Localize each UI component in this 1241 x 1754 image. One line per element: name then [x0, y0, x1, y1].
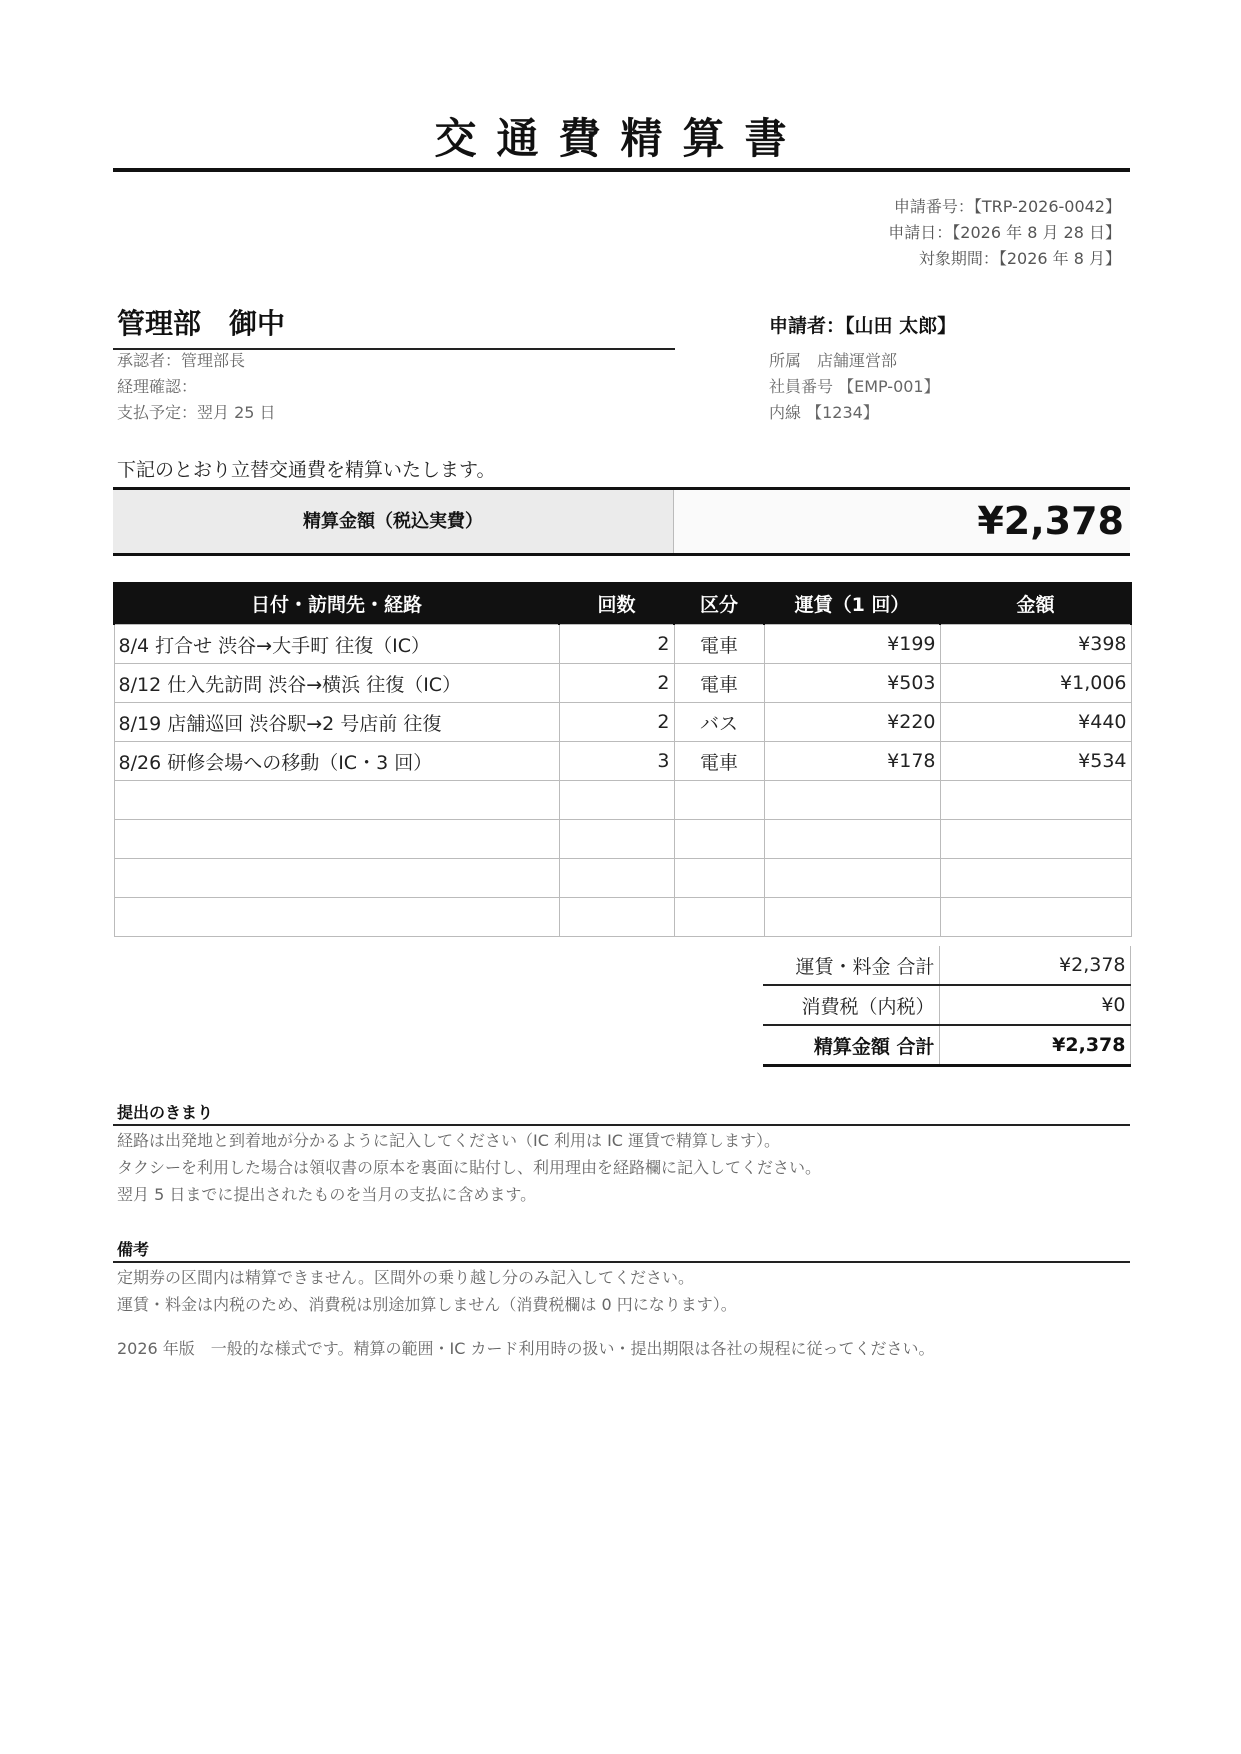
table-row	[114, 820, 1131, 859]
cell-category[interactable]	[674, 859, 764, 898]
cell-category[interactable]	[674, 898, 764, 937]
table-row	[114, 625, 1131, 664]
cell-count[interactable]	[559, 820, 674, 859]
table-row	[114, 898, 1131, 937]
grand-total-row	[763, 1025, 1130, 1066]
title-rule	[113, 168, 1130, 172]
rules-heading: 提出のきまり	[117, 1103, 214, 1122]
notes-line: 運賃・料金は内税のため、消費税は別途加算しません（消費税欄は 0 円になります）。	[117, 1295, 737, 1314]
cell-amount[interactable]: ¥398	[940, 625, 1131, 664]
grand-total-value: ¥2,378	[939, 1025, 1130, 1066]
table-row	[114, 664, 1131, 703]
cell-fare[interactable]: ¥178	[764, 742, 940, 781]
recipient-name: 管理部 御中	[117, 307, 286, 340]
rules-line: タクシーを利用した場合は領収書の原本を裏面に貼付し、利用理由を経路欄に記入してください。	[117, 1158, 822, 1177]
cell-count[interactable]: 2	[559, 625, 674, 664]
cell-count[interactable]	[559, 859, 674, 898]
table-row	[114, 859, 1131, 898]
cell-category[interactable]: 電車	[674, 742, 764, 781]
cell-category[interactable]	[674, 820, 764, 859]
footnote: 2026 年版 一般的な様式です。精算の範囲・IC カード利用時の扱い・提出期限は各社の規程に従ってください。	[117, 1339, 935, 1358]
target-period: 対象期間：【2026 年 8 月】	[918, 249, 1121, 268]
cell-category[interactable]: バス	[674, 703, 764, 742]
header-route: 日付・訪問先・経路	[114, 582, 559, 625]
notes-rule	[113, 1261, 1130, 1263]
applicant-department: 所属 店舗運営部	[769, 351, 898, 370]
cell-count[interactable]	[559, 781, 674, 820]
header-fare: 運賃（1 回）	[764, 582, 940, 625]
cell-count[interactable]	[559, 898, 674, 937]
total-amount-label: 精算金額（税込実費）	[303, 511, 483, 532]
notes-line: 定期券の区間内は精算できません。区間外の乗り越し分のみ記入してください。	[117, 1268, 694, 1287]
cell-amount[interactable]	[940, 859, 1131, 898]
header-amount: 金額	[940, 582, 1131, 625]
rules-rule	[113, 1124, 1130, 1126]
cell-category[interactable]: 電車	[674, 625, 764, 664]
total-amount-value: ¥2,378	[674, 490, 1130, 553]
cell-amount[interactable]	[940, 820, 1131, 859]
cell-route[interactable]: 8/19 店舗巡回 渋谷駅→2 号店前 往復	[114, 703, 559, 742]
table-header-row	[114, 582, 1131, 625]
cell-fare[interactable]: ¥220	[764, 703, 940, 742]
tax-label: 消費税（内税）	[763, 985, 939, 1025]
recipient-info	[117, 348, 276, 426]
approver: 承認者：管理部長	[117, 351, 246, 370]
application-date: 申請日：【2026 年 8 月 28 日】	[888, 223, 1121, 242]
rules-body	[117, 1127, 821, 1208]
cell-amount[interactable]: ¥534	[940, 742, 1131, 781]
cell-fare[interactable]: ¥199	[764, 625, 940, 664]
document-title: 交通費精算書	[434, 114, 807, 163]
cell-route[interactable]	[114, 859, 559, 898]
cell-amount[interactable]: ¥440	[940, 703, 1131, 742]
rules-line: 経路は出発地と到着地が分かるように記入してください（IC 利用は IC 運賃で精算します）。	[117, 1131, 781, 1150]
cell-amount[interactable]	[940, 898, 1131, 937]
table-row	[114, 781, 1131, 820]
employee-number: 社員番号 【EMP-001】	[769, 377, 940, 396]
expense-table	[113, 582, 1132, 937]
subtotal-row	[763, 946, 1130, 985]
cell-route[interactable]	[114, 781, 559, 820]
extension-number: 内線 【1234】	[769, 403, 879, 422]
subtotal-value: ¥2,378	[939, 946, 1130, 985]
subtotal-label: 運賃・料金 合計	[763, 946, 939, 985]
cell-route[interactable]: 8/4 打合せ 渋谷→大手町 往復（IC）	[114, 625, 559, 664]
cell-route[interactable]	[114, 898, 559, 937]
cell-fare[interactable]	[764, 859, 940, 898]
cell-count[interactable]: 3	[559, 742, 674, 781]
header-count: 回数	[559, 582, 674, 625]
summary-table	[763, 946, 1131, 1067]
tax-row	[763, 985, 1130, 1025]
cell-count[interactable]: 2	[559, 664, 674, 703]
table-row	[114, 703, 1131, 742]
intro-text: 下記のとおり立替交通費を精算いたします。	[117, 459, 496, 481]
cell-route[interactable]: 8/12 仕入先訪問 渋谷→横浜 往復（IC）	[114, 664, 559, 703]
cell-category[interactable]: 電車	[674, 664, 764, 703]
applicant-name: 申請者：【山田 太郎】	[769, 315, 957, 337]
tax-value: ¥0	[939, 985, 1130, 1025]
cell-fare[interactable]	[764, 898, 940, 937]
applicant-info	[769, 348, 940, 426]
table-row	[114, 742, 1131, 781]
application-number: 申請番号：【TRP-2026-0042】	[893, 197, 1121, 216]
rules-line: 翌月 5 日までに提出されたものを当月の支払に含めます。	[117, 1185, 537, 1204]
grand-total-label: 精算金額 合計	[763, 1025, 939, 1066]
cell-fare[interactable]	[764, 781, 940, 820]
cell-amount[interactable]	[940, 781, 1131, 820]
cell-route[interactable]: 8/26 研修会場への移動（IC・3 回）	[114, 742, 559, 781]
accounting-check: 経理確認：	[117, 377, 198, 396]
cell-fare[interactable]	[764, 820, 940, 859]
cell-amount[interactable]: ¥1,006	[940, 664, 1131, 703]
cell-count[interactable]: 2	[559, 703, 674, 742]
total-amount-box	[113, 487, 1130, 556]
header-category: 区分	[674, 582, 764, 625]
cell-fare[interactable]: ¥503	[764, 664, 940, 703]
notes-heading: 備考	[117, 1240, 150, 1259]
notes-body	[117, 1264, 737, 1318]
payment-schedule: 支払予定：翌月 25 日	[117, 403, 276, 422]
cell-route[interactable]	[114, 820, 559, 859]
cell-category[interactable]	[674, 781, 764, 820]
